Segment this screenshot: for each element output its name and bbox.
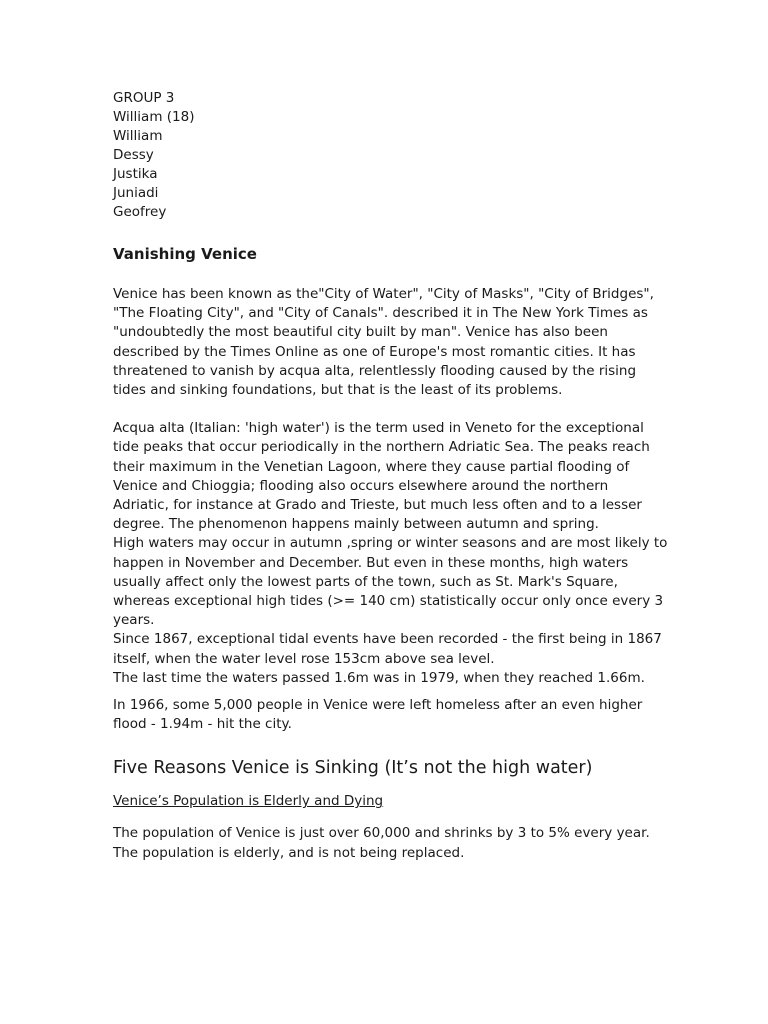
group-member: Geofrey: [113, 204, 167, 220]
intro-paragraph: Venice has been known as the"City of Water", "City of Masks", "City of Bridges", "The Floating City", and "City of Canals". described it in The New York Times as "undoubtedly the most beautiful city built by man". Venice has also been described by the Times Online as one of Europe's most romantic cities. It has threatened to vanish by acqua alta, relentlessly flooding caused by the rising tides and sinking foundations, but that is the least of its problems.: [113, 286, 654, 399]
group-block: [113, 89, 668, 222]
last-time-paragraph: The last time the waters passed 1.6m was in 1979, when they reached 1.66m.: [113, 669, 645, 686]
since-1867-paragraph: Since 1867, exceptional tidal events have been recorded - the first being in 1867 itself, when the water level rose 153cm above sea level.: [113, 631, 662, 667]
subsection-heading: Venice’s Population is Elderly and Dying: [113, 793, 384, 810]
population-paragraph: The population of Venice is just over 60,000 and shrinks by 3 to 5% every year. The population is elderly, and is not being replaced.: [113, 825, 650, 861]
section-heading: Five Reasons Venice is Sinking (It’s not the high water): [113, 758, 593, 779]
acqua-alta-paragraph: Acqua alta (Italian: 'high water') is the term used in Veneto for the exceptional tide peaks that occur periodically in the northern Adriatic Sea. The peaks reach their maximum in the Venetian Lagoon, where they cause partial flooding of Venice and Chioggia; flooding also occurs elsewhere around the northern Adriatic, for instance at Grado and Trieste, but much less often and to a lesser degree. The phenomenon happens mainly between autumn and spring.: [113, 420, 650, 533]
group-heading: GROUP 3: [113, 90, 175, 106]
group-member: William (18): [113, 109, 195, 125]
group-member: Dessy: [113, 147, 154, 163]
group-member: Juniadi: [113, 185, 159, 201]
high-waters-paragraph: High waters may occur in autumn ,spring or winter seasons and are most likely to happen in November and December. But even in these months, high waters usually affect only the lowest parts of the town, such as St. Mark's Square, whereas exceptional high tides (>= 140 cm) statistically occur only once every 3 years.: [113, 535, 668, 629]
year-1966-paragraph: In 1966, some 5,000 people in Venice were left homeless after an even higher flood - 1.94m - hit the city.: [113, 697, 643, 733]
document-title: Vanishing Venice: [113, 245, 257, 263]
group-member: Justika: [113, 166, 158, 182]
group-member: William: [113, 128, 163, 144]
